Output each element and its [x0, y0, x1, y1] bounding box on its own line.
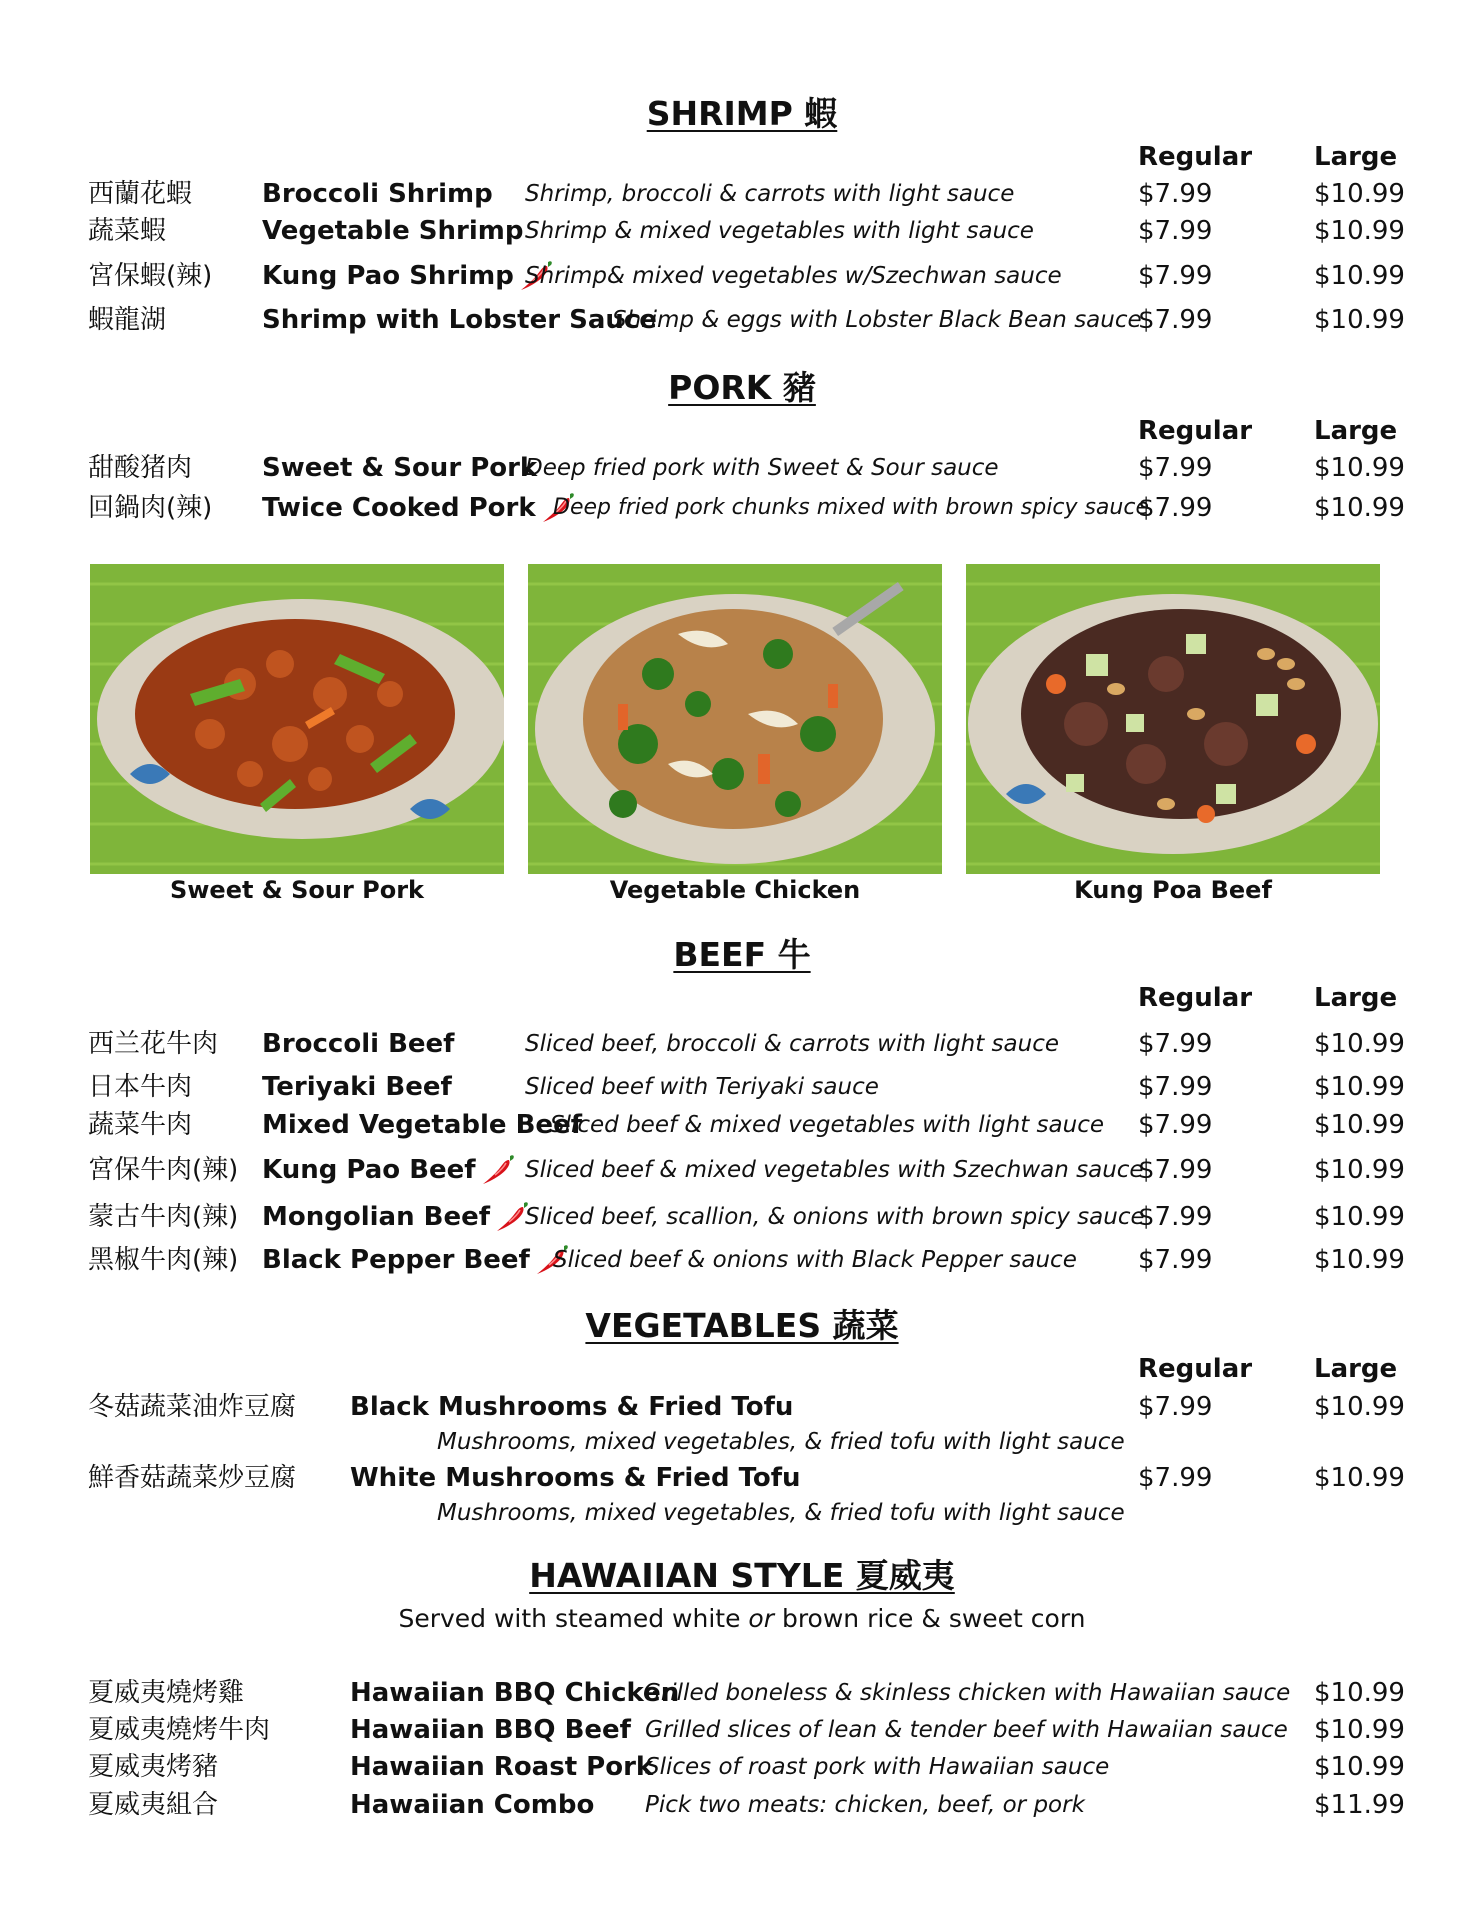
price-large: $10.99	[1314, 261, 1405, 291]
item-zh: 甜酸猪肉	[88, 453, 193, 483]
item-name: Mixed Vegetable Beef	[262, 1110, 583, 1140]
item-zh: 黑椒牛肉(辣)	[88, 1245, 239, 1275]
price-regular: $7.99	[1138, 1155, 1213, 1185]
menu-item	[0, 1153, 1484, 1187]
section-title-beef: BEEF 牛	[673, 935, 811, 974]
price-regular: $7.99	[1138, 179, 1213, 209]
item-zh: 蔬菜牛肉	[88, 1110, 193, 1140]
price: $10.99	[1314, 1678, 1405, 1708]
item-zh: 日本牛肉	[88, 1072, 193, 1102]
menu-item-desc-row	[0, 1425, 1484, 1459]
price-regular: $7.99	[1138, 1245, 1213, 1275]
photo-sweet-sour-pork	[90, 564, 504, 874]
col-regular-vegetables: Regular	[1138, 1354, 1253, 1384]
section-title-vegetables: VEGETABLES 蔬菜	[585, 1306, 899, 1345]
item-zh: 宮保牛肉(辣)	[88, 1155, 239, 1185]
item-zh: 夏威夷燒烤牛肉	[88, 1715, 271, 1745]
item-zh: 西兰花牛肉	[88, 1029, 219, 1059]
menu-item	[0, 214, 1484, 248]
col-regular-beef: Regular	[1138, 983, 1253, 1013]
item-name: Black Mushrooms & Fried Tofu	[350, 1392, 794, 1422]
col-large-vegetables: Large	[1314, 1354, 1398, 1384]
photo-vegetable-chicken	[528, 564, 942, 874]
price-regular: $7.99	[1138, 1392, 1213, 1422]
price-regular: $7.99	[1138, 261, 1213, 291]
price-large: $10.99	[1314, 1110, 1405, 1140]
menu-item	[0, 1200, 1484, 1234]
menu-item	[0, 303, 1484, 337]
item-zh: 鮮香菇蔬菜炒豆腐	[88, 1463, 297, 1493]
item-name: Twice Cooked Pork	[262, 493, 536, 523]
price-large: $10.99	[1314, 305, 1405, 335]
menu-item	[0, 1070, 1484, 1104]
item-zh: 蔬菜蝦	[88, 216, 167, 246]
menu-item	[0, 1461, 1484, 1495]
item-zh: 夏威夷燒烤雞	[88, 1678, 245, 1708]
price: $11.99	[1314, 1790, 1405, 1820]
item-desc: Sliced beef & mixed vegetables with Szechwan sauce	[525, 1157, 1144, 1183]
item-name: Kung Pao Beef	[262, 1155, 476, 1185]
price-large: $10.99	[1314, 1202, 1405, 1232]
item-desc: Deep fried pork chunks mixed with brown spicy sauce	[553, 495, 1149, 520]
menu-item	[0, 1676, 1484, 1710]
price-regular: $7.99	[1138, 1463, 1213, 1493]
item-name: White Mushrooms & Fried Tofu	[350, 1463, 801, 1493]
item-name: Black Pepper Beef	[262, 1245, 530, 1275]
price-large: $10.99	[1314, 493, 1405, 523]
price-regular: $7.99	[1138, 216, 1213, 246]
col-large-shrimp: Large	[1314, 142, 1398, 172]
item-zh: 蝦龍湖	[88, 305, 167, 335]
col-regular-pork: Regular	[1138, 416, 1253, 446]
menu-item	[0, 259, 1484, 293]
price-large: $10.99	[1314, 1072, 1405, 1102]
price-large: $10.99	[1314, 1155, 1405, 1185]
price-regular: $7.99	[1138, 1072, 1213, 1102]
item-desc: Mushrooms, mixed vegetables, & fried tofu with light sauce	[437, 1500, 1125, 1526]
price-regular: $7.99	[1138, 1029, 1213, 1059]
item-zh: 宮保蝦(辣)	[88, 261, 213, 291]
price-large: $10.99	[1314, 1029, 1405, 1059]
item-desc: Grilled boneless & skinless chicken with Hawaiian sauce	[643, 1680, 1291, 1706]
item-desc: Sliced beef & mixed vegetables with light sauce	[550, 1112, 1105, 1138]
item-desc: Shrimp & mixed vegetables with light sauce	[525, 218, 1034, 244]
menu-item	[0, 1713, 1484, 1747]
item-desc: Sliced beef, broccoli & carrots with light sauce	[525, 1031, 1060, 1057]
item-desc: Shrimp, broccoli & carrots with light sauce	[525, 181, 1015, 207]
item-desc: Slices of roast pork with Hawaiian sauce	[645, 1754, 1110, 1780]
chili-pepper-icon	[480, 1153, 516, 1187]
item-desc: Sliced beef & onions with Black Pepper sauce	[553, 1247, 1077, 1273]
section-subtitle-hawaiian: Served with steamed white or brown rice & sweet corn	[398, 1604, 1086, 1633]
item-desc: Sliced beef, scallion, & onions with brown spicy sauce	[525, 1204, 1145, 1230]
item-name: Broccoli Beef	[262, 1029, 455, 1059]
photo-kung-pao-beef	[966, 564, 1380, 874]
price-large: $10.99	[1314, 216, 1405, 246]
item-zh: 回鍋肉(辣)	[88, 493, 213, 523]
item-name: Vegetable Shrimp	[262, 216, 524, 246]
item-zh: 蒙古牛肉(辣)	[88, 1202, 239, 1232]
item-name: Shrimp with Lobster Sauce	[262, 305, 657, 335]
item-name: Broccoli Shrimp	[262, 179, 493, 209]
item-zh: 西蘭花蝦	[88, 179, 193, 209]
item-name: Mongolian Beef	[262, 1202, 491, 1232]
price-large: $10.99	[1314, 453, 1405, 483]
item-zh: 夏威夷組合	[88, 1790, 219, 1820]
item-name: Teriyaki Beef	[262, 1072, 452, 1102]
section-title-pork: PORK 豬	[668, 368, 816, 407]
item-desc: Mushrooms, mixed vegetables, & fried tofu with light sauce	[437, 1429, 1125, 1455]
menu-item	[0, 1108, 1484, 1142]
photo-caption: Vegetable Chicken	[609, 876, 861, 904]
item-name: Hawaiian Roast Pork	[350, 1752, 654, 1782]
section-title-hawaiian: HAWAIIAN STYLE 夏威夷	[529, 1556, 955, 1595]
item-name: Hawaiian Combo	[350, 1790, 595, 1820]
menu-item	[0, 491, 1484, 525]
menu-item	[0, 1750, 1484, 1784]
menu-item	[0, 1243, 1484, 1277]
price-regular: $7.99	[1138, 493, 1213, 523]
item-zh: 夏威夷烤豬	[88, 1752, 219, 1782]
item-name: Hawaiian BBQ Chicken	[350, 1678, 680, 1708]
item-name: Kung Pao Shrimp	[262, 261, 514, 291]
price-regular: $7.99	[1138, 305, 1213, 335]
price-regular: $7.99	[1138, 1110, 1213, 1140]
item-desc: Pick two meats: chicken, beef, or pork	[645, 1792, 1085, 1818]
col-large-pork: Large	[1314, 416, 1398, 446]
item-desc: Grilled slices of lean & tender beef with Hawaiian sauce	[645, 1717, 1288, 1743]
item-desc: Sliced beef with Teriyaki sauce	[525, 1074, 879, 1100]
menu-item	[0, 1390, 1484, 1424]
price-large: $10.99	[1314, 1463, 1405, 1493]
menu-item	[0, 1788, 1484, 1822]
price-regular: $7.99	[1138, 453, 1213, 483]
menu-item	[0, 451, 1484, 485]
menu-item-desc-row	[0, 1496, 1484, 1530]
photo-caption: Sweet & Sour Pork	[169, 876, 425, 904]
item-name: Sweet & Sour Pork	[262, 453, 538, 483]
price-large: $10.99	[1314, 1392, 1405, 1422]
menu-item	[0, 1027, 1484, 1061]
item-desc: Deep fried pork with Sweet & Sour sauce	[525, 455, 999, 481]
photo-caption: Kung Poa Beef	[1074, 876, 1272, 904]
menu-item	[0, 177, 1484, 211]
price: $10.99	[1314, 1752, 1405, 1782]
section-title-shrimp: SHRIMP 蝦	[646, 94, 838, 133]
item-zh: 冬菇蔬菜油炸豆腐	[88, 1392, 297, 1422]
price: $10.99	[1314, 1715, 1405, 1745]
col-regular-shrimp: Regular	[1138, 142, 1253, 172]
col-large-beef: Large	[1314, 983, 1398, 1013]
item-name: Hawaiian BBQ Beef	[350, 1715, 631, 1745]
item-desc: Shrimp& mixed vegetables w/Szechwan sauce	[525, 263, 1062, 289]
price-large: $10.99	[1314, 179, 1405, 209]
price-large: $10.99	[1314, 1245, 1405, 1275]
price-regular: $7.99	[1138, 1202, 1213, 1232]
item-desc: Shrimp & eggs with Lobster Black Bean sauce	[612, 307, 1142, 333]
